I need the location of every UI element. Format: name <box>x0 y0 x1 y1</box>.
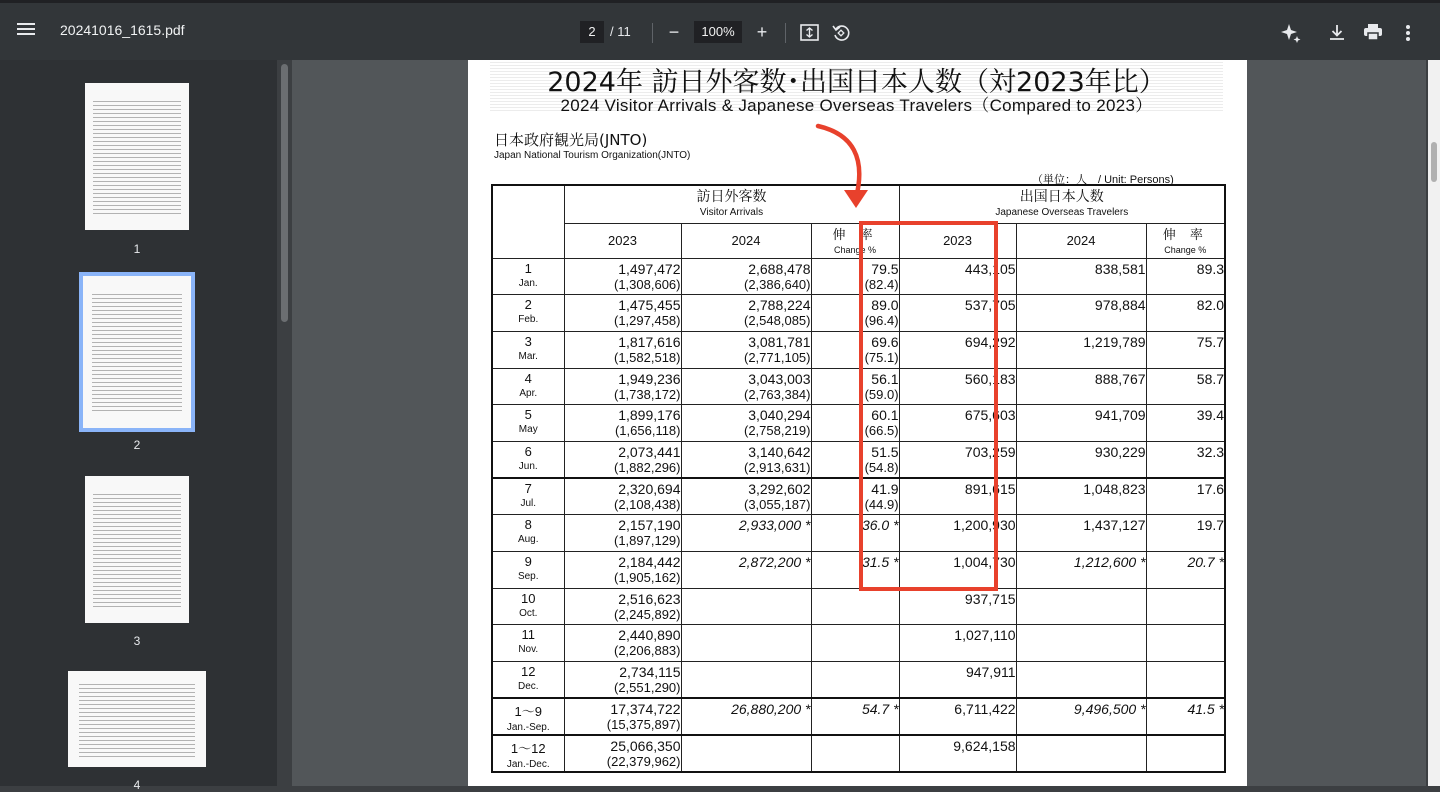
value: 58.7 <box>1196 370 1225 387</box>
value: 1,219,789 <box>1083 333 1146 350</box>
value: 89.0 <box>871 297 899 314</box>
value: 2,734,115 <box>619 664 681 681</box>
value: 3,140,642 <box>748 443 811 460</box>
prev-value: (75.1) <box>864 349 899 365</box>
travelers-group-header <box>899 185 1225 223</box>
value: 69.6 <box>871 333 899 350</box>
month-number: 1 <box>524 260 532 276</box>
value: 75.7 <box>1196 333 1225 350</box>
travelers-change-cell <box>1146 405 1225 442</box>
prev-value: (1,582,518) <box>614 349 681 365</box>
month-number: 8 <box>524 517 532 533</box>
prev-value: (96.4) <box>864 313 899 329</box>
month-abbr: Feb. <box>518 314 539 326</box>
month-cell <box>492 405 564 442</box>
travelers-change-cell <box>1146 441 1225 478</box>
value: 443,105 <box>964 260 1016 277</box>
year-header: 2023 <box>899 223 1016 258</box>
visitors-2024-cell <box>681 368 811 405</box>
table-row <box>492 662 1225 699</box>
travelers-header-en: Japanese Overseas Travelers <box>995 207 1129 218</box>
travelers-2023-cell <box>899 698 1016 735</box>
travelers-2024-cell <box>1016 735 1146 772</box>
month-cell <box>492 552 564 589</box>
visitors-2024-cell <box>681 588 811 625</box>
toolbar-divider <box>652 23 653 43</box>
month-cell <box>492 588 564 625</box>
thumbnail-label: 3 <box>133 634 141 648</box>
month-cell <box>492 331 564 368</box>
prev-value: (2,551,290) <box>614 680 681 696</box>
prev-value: (1,905,162) <box>614 570 681 585</box>
total-pages: / 11 <box>610 24 631 39</box>
value: 26,880,200 * <box>731 701 811 718</box>
prev-value: (1,297,458) <box>614 313 681 329</box>
value: 2,933,000 * <box>738 517 811 534</box>
rotate-icon[interactable] <box>831 23 851 43</box>
table-row <box>492 698 1225 735</box>
visitors-2024-cell <box>681 662 811 699</box>
table-row <box>492 735 1225 772</box>
visitors-2024-cell <box>681 441 811 478</box>
prev-value: (3,055,187) <box>744 497 811 513</box>
month-abbr: Mar. <box>518 350 538 362</box>
value: 1,475,455 <box>618 297 681 314</box>
month-cell <box>492 625 564 662</box>
month-cell <box>492 735 564 772</box>
organization-jp: 日本政府観光局(JNTO) <box>494 131 648 149</box>
travelers-2024-cell <box>1016 405 1146 442</box>
visitors-2023-cell <box>564 368 681 405</box>
travelers-change-cell <box>1146 735 1225 772</box>
value: 1,048,823 <box>1083 481 1146 498</box>
month-abbr: Jul. <box>520 498 537 510</box>
value: 3,040,294 <box>748 407 811 424</box>
month-abbr: Oct. <box>519 607 538 619</box>
value: 60.1 <box>871 407 899 424</box>
value: 560,183 <box>964 370 1016 387</box>
value: 1,497,472 <box>618 260 681 277</box>
value: 1,899,176 <box>618 407 681 424</box>
month-cell <box>492 368 564 405</box>
value: 32.3 <box>1196 443 1225 460</box>
prev-value: (2,913,631) <box>744 459 811 475</box>
visitors-2023-cell <box>564 295 681 332</box>
month-number: 11 <box>521 627 535 643</box>
prev-value: (1,308,606) <box>614 276 681 292</box>
prev-value: (44.9) <box>864 497 899 513</box>
value: 2,157,190 <box>618 517 681 534</box>
zoom-level-input[interactable]: 100% <box>694 21 742 43</box>
month-abbr: Sep. <box>517 571 539 582</box>
visitors-2024-cell <box>681 405 811 442</box>
menu-icon[interactable] <box>17 20 39 42</box>
visitors-2023-cell <box>564 441 681 478</box>
month-cell <box>492 478 564 515</box>
value: 1,437,127 <box>1083 517 1146 534</box>
visitors-change-cell <box>811 735 899 772</box>
organization-en: Japan National Tourism Organization(JNTO) <box>494 150 691 161</box>
value: 54.7 * <box>861 701 899 718</box>
prev-value: (2,548,085) <box>744 313 811 329</box>
prev-value: (54.8) <box>864 459 899 475</box>
visitors-2024-cell <box>681 295 811 332</box>
document-scrollbar-thumb[interactable] <box>1431 142 1437 182</box>
visitors-2023-cell <box>564 735 681 772</box>
travelers-change-cell <box>1146 478 1225 515</box>
value: 41.9 <box>871 481 899 498</box>
sparkle-icon[interactable] <box>1280 22 1302 44</box>
prev-value: (2,771,105) <box>744 349 811 365</box>
value: 6,711,422 <box>954 701 1016 718</box>
page-thumbnail-1[interactable] <box>85 83 189 230</box>
change-header-jp: 伸 率 <box>1162 227 1208 243</box>
travelers-change-cell <box>1146 515 1225 552</box>
value: 51.5 <box>871 443 899 460</box>
thumbnail-label: 4 <box>133 778 141 792</box>
value: 3,081,781 <box>748 333 811 350</box>
travelers-change-cell <box>1146 625 1225 662</box>
print-icon[interactable] <box>1363 23 1383 41</box>
value: 703,259 <box>964 443 1016 460</box>
value: 930,229 <box>1094 443 1146 460</box>
month-number: 1〜12 <box>510 740 546 756</box>
change-header-en: Change % <box>1164 244 1207 255</box>
month-abbr: Jan.-Sep. <box>506 722 550 734</box>
travelers-2024-cell <box>1016 625 1146 662</box>
value: 3,292,602 <box>748 481 811 498</box>
prev-value: (2,206,883) <box>614 643 681 659</box>
prev-value: (1,897,129) <box>614 533 681 549</box>
value: 537,705 <box>964 297 1016 314</box>
month-cell <box>492 515 564 552</box>
month-number: 4 <box>524 370 532 386</box>
travelers-2024-cell <box>1016 258 1146 295</box>
value: 20.7 * <box>1187 554 1225 570</box>
travelers-2024-cell <box>1016 698 1146 735</box>
more-options-icon[interactable] <box>1403 23 1413 43</box>
sidebar-scrollbar-thumb[interactable] <box>281 64 288 322</box>
month-abbr: Apr. <box>519 387 538 399</box>
travelers-2024-cell <box>1016 441 1146 478</box>
travelers-change-cell <box>1146 331 1225 368</box>
visitors-2024-cell <box>681 478 811 515</box>
pdf-page <box>468 60 1247 786</box>
prev-value: (1,738,172) <box>614 386 681 402</box>
visitors-2024-cell <box>681 698 811 735</box>
month-abbr: Nov. <box>518 644 539 656</box>
value: 56.1 <box>871 370 899 387</box>
travelers-change-cell <box>1146 258 1225 295</box>
month-cell <box>492 662 564 699</box>
month-abbr: Jan. <box>518 277 538 289</box>
travelers-2023-cell <box>899 588 1016 625</box>
travelers-change-cell <box>1146 588 1225 625</box>
month-abbr: Aug. <box>517 534 539 546</box>
year-header: 2024 <box>681 223 811 258</box>
month-abbr: May <box>518 424 538 436</box>
value: 17,374,722 <box>610 701 681 718</box>
visitors-2024-cell <box>681 735 811 772</box>
visitors-header-en: Visitor Arrivals <box>699 207 764 218</box>
visitors-2024-cell <box>681 258 811 295</box>
travelers-2024-cell <box>1016 552 1146 589</box>
prev-value: (2,758,219) <box>744 423 811 439</box>
year-header: 2024 <box>1016 223 1146 258</box>
visitors-2023-cell <box>564 405 681 442</box>
value: 891,615 <box>964 481 1016 498</box>
thumbnail-label: 1 <box>133 242 141 256</box>
value: 2,320,694 <box>618 481 681 498</box>
travelers-2024-cell <box>1016 478 1146 515</box>
visitors-2023-cell <box>564 478 681 515</box>
visitors-2023-cell <box>564 552 681 589</box>
month-abbr: Dec. <box>517 681 539 693</box>
table-row <box>492 588 1225 625</box>
prev-value: (59.0) <box>864 386 899 402</box>
travelers-2024-cell <box>1016 662 1146 699</box>
value: 694,292 <box>964 333 1016 350</box>
value: 675,603 <box>964 407 1016 424</box>
travelers-2024-cell <box>1016 588 1146 625</box>
value: 2,688,478 <box>748 260 811 277</box>
value: 25,066,350 <box>610 737 681 754</box>
month-number: 12 <box>521 664 536 680</box>
travelers-change-cell <box>1146 662 1225 699</box>
value: 947,911 <box>965 664 1016 681</box>
month-number: 9 <box>524 554 532 569</box>
value: 941,709 <box>1094 407 1146 424</box>
value: 1,027,110 <box>954 627 1016 644</box>
value: 937,715 <box>964 590 1016 607</box>
fit-page-icon[interactable] <box>800 24 820 42</box>
visitors-2023-cell <box>564 331 681 368</box>
value: 36.0 * <box>861 517 899 534</box>
visitors-change-cell <box>811 588 899 625</box>
travelers-2023-cell <box>899 735 1016 772</box>
travelers-change-cell <box>1146 368 1225 405</box>
travelers-header-jp: 出国日本人数 <box>1019 189 1104 205</box>
visitors-2024-cell <box>681 625 811 662</box>
value: 978,884 <box>1094 297 1146 314</box>
travelers-2024-cell <box>1016 295 1146 332</box>
thumbnail-label: 2 <box>133 438 141 452</box>
prev-value: (66.5) <box>864 423 899 439</box>
value: 41.5 * <box>1187 701 1225 718</box>
travelers-change-cell <box>1146 295 1225 332</box>
travelers-2023-cell <box>899 625 1016 662</box>
month-number: 10 <box>521 590 536 606</box>
value: 1,817,616 <box>618 333 681 350</box>
value: 89.3 <box>1196 260 1225 277</box>
month-cell <box>492 295 564 332</box>
value: 2,516,623 <box>618 590 681 607</box>
visitors-2023-cell <box>564 662 681 699</box>
annotation-highlight-box <box>859 221 998 591</box>
toolbar-divider <box>785 23 786 43</box>
page-number-input[interactable]: 2 <box>580 21 604 43</box>
month-number: 3 <box>524 333 532 349</box>
page-thumbnail-2[interactable] <box>83 276 191 428</box>
value: 838,581 <box>1094 260 1146 277</box>
value: 31.5 * <box>861 554 899 570</box>
table-row <box>492 625 1225 662</box>
value: 888,767 <box>1094 370 1146 387</box>
visitors-2023-cell <box>564 625 681 662</box>
page-thumbnail-3[interactable] <box>85 476 189 623</box>
travelers-2024-cell <box>1016 331 1146 368</box>
change-header <box>1146 223 1225 258</box>
value: 2,788,224 <box>748 297 811 314</box>
visitors-2023-cell <box>564 515 681 552</box>
prev-value: (1,882,296) <box>614 459 681 475</box>
page-thumbnail-4[interactable] <box>68 671 206 767</box>
value: 9,624,158 <box>953 737 1016 754</box>
travelers-2024-cell <box>1016 368 1146 405</box>
value: 1,949,236 <box>618 370 681 387</box>
prev-value: (82.4) <box>864 276 899 292</box>
year-header: 2023 <box>564 223 681 258</box>
pdf-toolbar <box>0 0 1440 60</box>
prev-value: (1,656,118) <box>614 423 681 439</box>
prev-value: (2,763,384) <box>744 386 811 402</box>
value: 3,043,003 <box>748 370 811 387</box>
prev-value: (2,108,438) <box>614 497 681 513</box>
value: 19.7 <box>1196 517 1225 534</box>
prev-value: (15,375,897) <box>606 717 681 733</box>
value: 1,004,730 <box>953 554 1016 570</box>
prev-value: (2,245,892) <box>614 606 681 622</box>
month-number: 2 <box>524 297 532 313</box>
change-header-jp: 伸 率 <box>832 227 878 243</box>
visitors-change-cell <box>811 625 899 662</box>
annotation-arrow-icon <box>808 120 878 215</box>
month-number: 5 <box>524 407 532 423</box>
zoom-in-button[interactable]: + <box>756 22 768 42</box>
value: 82.0 <box>1196 297 1225 314</box>
visitors-2024-cell <box>681 515 811 552</box>
thumbnail-sidebar <box>0 60 277 792</box>
download-icon[interactable] <box>1328 23 1346 41</box>
month-header <box>492 185 564 258</box>
visitors-2023-cell <box>564 258 681 295</box>
visitors-change-cell <box>811 662 899 699</box>
visitors-header-jp: 訪日外客数 <box>696 189 767 205</box>
visitors-2024-cell <box>681 331 811 368</box>
prev-value: (22,379,962) <box>606 753 681 769</box>
change-header-en: Change % <box>834 244 877 255</box>
value: 79.5 <box>871 260 899 277</box>
travelers-change-cell <box>1146 552 1225 589</box>
value: 1,200,930 <box>953 517 1016 534</box>
value: 2,872,200 * <box>738 554 811 570</box>
page-title-en: 2024 Visitor Arrivals & Japanese Overseas Travelers（Compared to 2023） <box>560 96 1153 115</box>
month-cell <box>492 258 564 295</box>
month-cell <box>492 698 564 735</box>
month-number: 6 <box>524 443 532 459</box>
value: 2,073,441 <box>618 443 681 460</box>
visitors-2023-cell <box>564 588 681 625</box>
value: 9,496,500 * <box>1073 701 1146 718</box>
value: 2,184,442 <box>618 554 681 570</box>
travelers-2023-cell <box>899 662 1016 699</box>
visitors-change-cell <box>811 698 899 735</box>
travelers-change-cell <box>1146 698 1225 735</box>
zoom-out-button[interactable]: − <box>668 22 680 42</box>
month-cell <box>492 441 564 478</box>
travelers-2024-cell <box>1016 515 1146 552</box>
document-viewer <box>292 60 1426 786</box>
month-abbr: Jan.-Dec. <box>506 758 550 770</box>
value: 2,440,890 <box>618 627 681 644</box>
document-title: 20241016_1615.pdf <box>60 22 185 38</box>
month-number: 1〜9 <box>514 704 542 720</box>
visitors-2024-cell <box>681 552 811 589</box>
value: 1,212,600 * <box>1073 554 1146 570</box>
value: 39.4 <box>1196 407 1225 424</box>
unit-note: （単位：人 / Unit: Persons) <box>1032 174 1174 186</box>
month-number: 7 <box>524 481 532 497</box>
page-title-jp: 2024年 訪日外客数･出国日本人数（対2023年比） <box>547 67 1166 98</box>
visitors-2023-cell <box>564 698 681 735</box>
month-abbr: Jun. <box>518 460 538 472</box>
prev-value: (2,386,640) <box>744 276 811 292</box>
value: 17.6 <box>1196 481 1225 498</box>
